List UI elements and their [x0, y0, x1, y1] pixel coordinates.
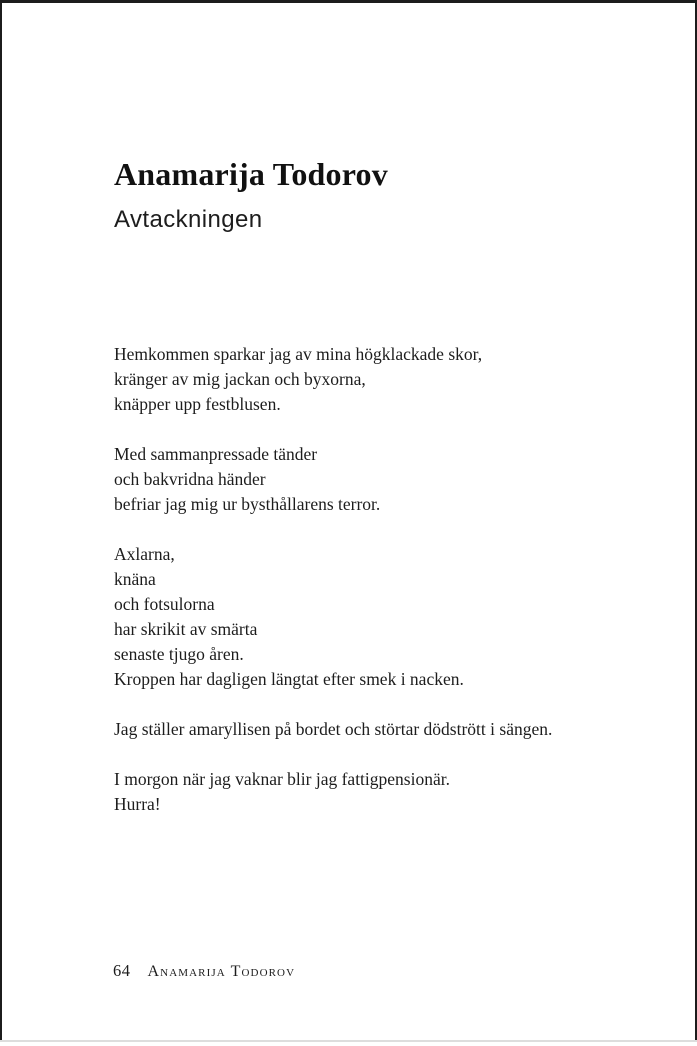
- page-edge-left: [0, 0, 2, 1041]
- poem-line: I morgon när jag vaknar blir jag fattigpensionär.: [114, 769, 450, 789]
- poem-body: [114, 342, 552, 817]
- poem-line: Kroppen har dagligen längtat efter smek i nacken.: [114, 669, 464, 689]
- stanza: [114, 542, 552, 692]
- running-title: Anamarija Todorov: [147, 963, 296, 980]
- poem-title: Avtackningen: [114, 206, 263, 233]
- poem-line: och fotsulorna: [114, 594, 215, 614]
- poem-line: befriar jag mig ur bysthållarens terror.: [114, 494, 381, 514]
- author-title: Anamarija Todorov: [114, 156, 388, 192]
- poem-line: senaste tjugo åren.: [114, 644, 244, 664]
- page-edge-top: [0, 0, 697, 3]
- stanza: [114, 717, 552, 742]
- poem-line: Axlarna,: [114, 544, 175, 564]
- poem-line: och bakvridna händer: [114, 469, 266, 489]
- poem-line: Hurra!: [114, 794, 161, 814]
- poem-line: knäpper upp festblusen.: [114, 394, 281, 414]
- poem-line: Med sammanpressade tänder: [114, 444, 318, 464]
- poem-line: har skrikit av smärta: [114, 619, 258, 639]
- stanza: [114, 342, 552, 417]
- poem-line: kränger av mig jackan och byxorna,: [114, 369, 366, 389]
- page-footer: [113, 961, 295, 981]
- poem-line: knäna: [114, 569, 156, 589]
- poem-line: Hemkommen sparkar jag av mina högklackade skor,: [114, 344, 483, 364]
- page-edge-bottom: [0, 1040, 697, 1042]
- poem-line: Jag ställer amaryllisen på bordet och störtar dödstrött i sängen.: [114, 719, 553, 739]
- stanza: [114, 767, 552, 817]
- page-number: 64: [113, 961, 131, 980]
- stanza: [114, 442, 552, 517]
